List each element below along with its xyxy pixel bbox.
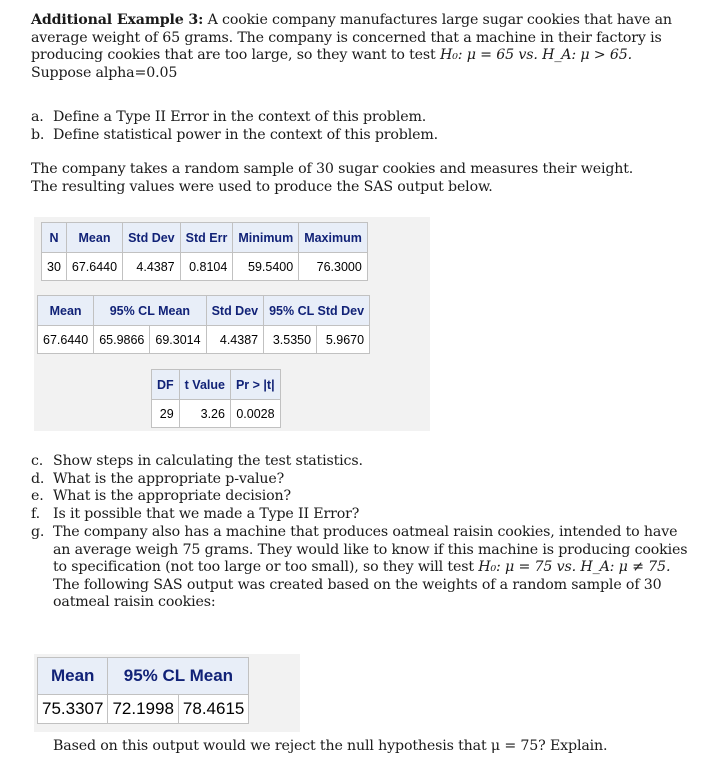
table-cell: 78.4615 [178, 695, 248, 724]
table-header: DF [152, 370, 180, 400]
table-row [38, 326, 370, 354]
intro-line-1: Additional Example 3: A cookie company manufactures large sugar cookies that have an [31, 12, 672, 28]
null-hypothesis: H₀: μ = 65 [439, 47, 514, 64]
table-cell: 30 [42, 253, 67, 281]
table-header: 95% CL Mean [108, 658, 249, 695]
intro-line-2: average weight of 65 grams. The company is concerned that a machine in their factory is [31, 29, 662, 46]
question-d: d. What is the appropriate p-value? [31, 470, 285, 487]
table-header: 95% CL Std Dev [264, 296, 370, 326]
question-e: e. What is the appropriate decision? [31, 488, 291, 505]
table-header: Mean [38, 296, 94, 326]
example-heading: Additional Example 3: [31, 12, 204, 28]
question-c: c. Show steps in calculating the test statistics. [31, 453, 363, 469]
table-row [42, 253, 368, 281]
table-cell: 3.26 [179, 400, 230, 428]
summary-stats-table [41, 222, 368, 281]
oatmeal-cl-table [37, 657, 249, 724]
table-header: t Value [179, 370, 230, 400]
null-hypothesis-g: H₀: μ = 75 [478, 559, 553, 576]
table-header: Std Dev [206, 296, 264, 326]
table-cell: 69.3014 [150, 326, 206, 354]
sample-paragraph: The company takes a random sample of 30 sugar cookies and measures their weight. The resulting values were used to produce the SAS output below. [31, 161, 634, 195]
final-question: Based on this output would we reject the null hypothesis that μ = 75? Explain. [53, 738, 608, 754]
questions-ab [31, 109, 681, 144]
table-cell: 65.9866 [94, 326, 150, 354]
question-a: a. Define a Type II Error in the context of this problem. [31, 109, 427, 125]
table-cell: 0.0028 [230, 400, 280, 428]
table-header: Minimum [233, 223, 299, 253]
table-cell: 59.5400 [233, 253, 299, 281]
table-row [38, 695, 249, 724]
table-header: 95% CL Mean [94, 296, 206, 326]
table-header: Maximum [299, 223, 368, 253]
table-header: Mean [66, 223, 122, 253]
intro-line-3: producing cookies that are too large, so they want to test H₀: μ = 65 vs. H_A: μ > 65. [31, 47, 633, 64]
table-cell: 75.3307 [38, 695, 108, 724]
table-header: N [42, 223, 67, 253]
confidence-limits-table [37, 295, 370, 354]
table-cell: 4.4387 [123, 253, 181, 281]
table-cell: 67.6440 [66, 253, 122, 281]
table-cell: 4.4387 [206, 326, 264, 354]
table-cell: 76.3000 [299, 253, 368, 281]
alpha-line: Suppose alpha=0.05 [31, 64, 178, 81]
table-header: Std Dev [123, 223, 181, 253]
table-header: Pr > |t| [230, 370, 280, 400]
alt-hypothesis: H_A: μ > 65. [542, 47, 633, 64]
question-f: f. Is it possible that we made a Type II Error? [31, 505, 360, 522]
table-cell: 29 [152, 400, 180, 428]
table-header: Std Err [180, 223, 233, 253]
question-b: b. Define statistical power in the context of this problem. [31, 126, 439, 143]
table-cell: 5.9670 [317, 326, 370, 354]
table-row [152, 400, 281, 428]
table-cell: 72.1998 [108, 695, 178, 724]
intro-paragraph [31, 12, 681, 82]
table-cell: 0.8104 [180, 253, 233, 281]
alt-hypothesis-g: H_A: μ ≠ 75. [580, 559, 671, 576]
table-cell: 67.6440 [38, 326, 94, 354]
question-g: g. The company also has a machine that produces oatmeal raisin cookies, intended to have an average weigh 75 grams. They would like to know if this machine is producing cookies to specification (not too large or too small), so they will test H₀: μ = 75 vs. H_A: μ ≠ 75. The following SAS output was created based on the weights of a random sample of 30 oatmeal raisin cookies: [31, 524, 688, 611]
table-cell: 3.5350 [264, 326, 317, 354]
t-test-table [151, 369, 281, 428]
questions-cf [31, 453, 681, 523]
table-header: Mean [38, 658, 108, 695]
